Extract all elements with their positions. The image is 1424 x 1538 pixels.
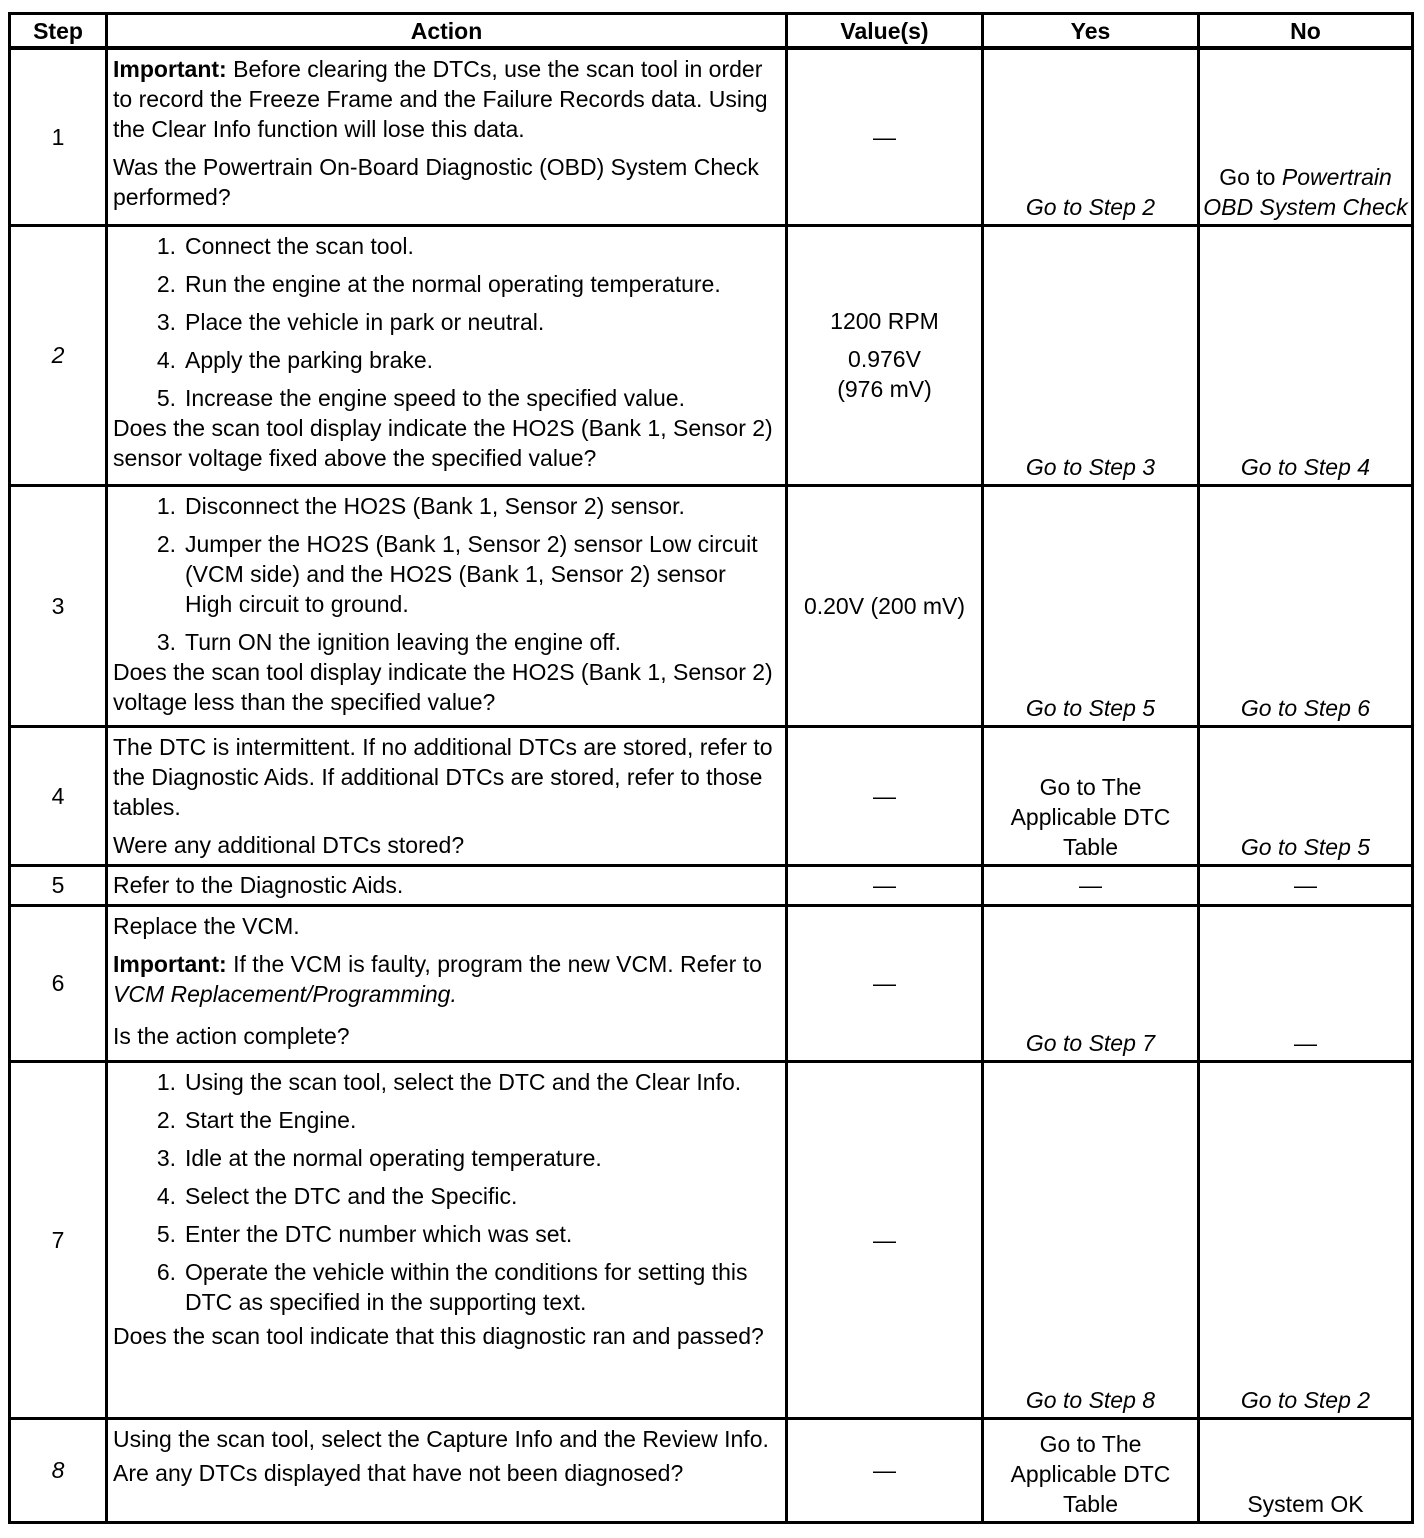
action-list xyxy=(113,1067,777,1317)
item-number: 5. xyxy=(156,384,176,411)
value-cell: — xyxy=(787,865,983,905)
action-text: Using the scan tool, select the Capture Info and the Review Info. xyxy=(113,1425,769,1452)
item-number: 6. xyxy=(156,1258,176,1285)
value-cell: — xyxy=(787,1418,983,1522)
list-item xyxy=(113,269,777,299)
header-step: Step xyxy=(10,14,107,49)
no-cell: System OK xyxy=(1199,1418,1413,1522)
item-text: Using the scan tool, select the DTC and the Clear Info. xyxy=(185,1068,742,1095)
no-cell: — xyxy=(1199,865,1413,905)
reference-link: VCM Replacement/Programming. xyxy=(113,980,457,1007)
table-row xyxy=(10,865,1413,905)
diagnostic-table xyxy=(8,12,1414,1524)
action-list xyxy=(113,491,777,657)
item-text: Jumper the HO2S (Bank 1, Sensor 2) sensor Low circuit (VCM side) and the HO2S (Bank 1, Sensor 2) sensor High circuit to ground. xyxy=(185,530,758,617)
table-row xyxy=(10,1418,1413,1522)
action-cell xyxy=(107,1418,787,1522)
step-number: 3 xyxy=(10,485,107,726)
important-text: Before clearing the DTCs, use the scan tool in order to record the Freeze Frame and the Failure Records data. Using the Clear Info function will lose this data. xyxy=(113,56,768,142)
table-row xyxy=(10,485,1413,726)
item-number: 3. xyxy=(156,308,176,335)
action-cell xyxy=(107,485,787,726)
header-row xyxy=(10,14,1413,49)
item-number: 1. xyxy=(156,492,176,519)
item-text: Run the engine at the normal operating temperature. xyxy=(185,270,721,297)
step-number: 2 xyxy=(10,225,107,485)
value-cell: — xyxy=(787,726,983,865)
question: Does the scan tool indicate that this diagnostic ran and passed? xyxy=(113,1322,764,1349)
question: Does the scan tool display indicate the HO2S (Bank 1, Sensor 2) voltage less than the specified value? xyxy=(113,658,773,715)
table-row xyxy=(10,48,1413,225)
list-item xyxy=(113,307,777,337)
item-number: 1. xyxy=(156,1068,176,1095)
list-item xyxy=(113,1181,777,1211)
important-note xyxy=(113,949,777,1009)
item-number: 2. xyxy=(156,1106,176,1133)
value-cell xyxy=(787,225,983,485)
no-cell: — xyxy=(1199,905,1413,1061)
yes-cell: Go to The Applicable DTC Table xyxy=(983,726,1199,865)
list-item xyxy=(113,491,777,521)
step-number: 7 xyxy=(10,1061,107,1418)
yes-cell: Go to Step 3 xyxy=(983,225,1199,485)
item-number: 2. xyxy=(156,530,176,557)
item-text: Apply the parking brake. xyxy=(185,346,434,373)
list-item xyxy=(113,345,777,375)
list-item xyxy=(113,627,777,657)
important-note xyxy=(113,54,777,144)
value-rpm: 1200 RPM xyxy=(830,308,939,334)
table-row xyxy=(10,225,1413,485)
important-label: Important: xyxy=(113,56,227,82)
yes-cell: — xyxy=(983,865,1199,905)
no-cell xyxy=(1199,48,1413,225)
no-link: Powertrain OBD System Check xyxy=(1203,163,1408,220)
action-cell xyxy=(107,905,787,1061)
item-text: Disconnect the HO2S (Bank 1, Sensor 2) sensor. xyxy=(185,492,685,519)
question: Are any DTCs displayed that have not been diagnosed? xyxy=(113,1459,684,1486)
header-action: Action xyxy=(107,14,787,49)
action-list xyxy=(113,231,777,413)
item-text: Place the vehicle in park or neutral. xyxy=(185,308,545,335)
header-yes: Yes xyxy=(983,14,1199,49)
table-row xyxy=(10,1061,1413,1418)
action-text: Refer to the Diagnostic Aids. xyxy=(107,865,787,905)
item-number: 3. xyxy=(156,628,176,655)
list-item xyxy=(113,529,777,619)
important-text: If the VCM is faulty, program the new VCM. Refer to xyxy=(233,950,762,977)
item-text: Increase the engine speed to the specified value. xyxy=(185,384,685,411)
list-item xyxy=(113,1067,777,1097)
table-row xyxy=(10,726,1413,865)
table-row xyxy=(10,905,1413,1061)
value-cell: — xyxy=(787,48,983,225)
value-voltage: 0.976V xyxy=(848,346,921,372)
no-cell: Go to Step 2 xyxy=(1199,1061,1413,1418)
item-text: Turn ON the ignition leaving the engine off. xyxy=(185,628,622,655)
action-text: The DTC is intermittent. If no additional DTCs are stored, refer to the Diagnostic Aids. If additional DTCs are stored, refer to those tables. xyxy=(113,733,773,820)
question: Were any additional DTCs stored? xyxy=(113,831,465,858)
yes-cell: Go to The Applicable DTC Table xyxy=(983,1418,1199,1522)
item-text: Idle at the normal operating temperature. xyxy=(185,1144,602,1171)
step-number: 8 xyxy=(10,1418,107,1522)
item-number: 4. xyxy=(156,346,176,373)
item-text: Enter the DTC number which was set. xyxy=(185,1220,573,1247)
list-item xyxy=(113,1257,777,1317)
item-text: Select the DTC and the Specific. xyxy=(185,1182,518,1209)
yes-cell: Go to Step 8 xyxy=(983,1061,1199,1418)
step-number: 1 xyxy=(10,48,107,225)
action-cell xyxy=(107,48,787,225)
question: Was the Powertrain On-Board Diagnostic (OBD) System Check performed? xyxy=(113,154,759,210)
item-text: Connect the scan tool. xyxy=(185,232,414,259)
action-cell xyxy=(107,726,787,865)
action-cell xyxy=(107,1061,787,1418)
item-text: Start the Engine. xyxy=(185,1106,357,1133)
item-number: 4. xyxy=(156,1182,176,1209)
action-cell xyxy=(107,225,787,485)
yes-cell: Go to Step 2 xyxy=(983,48,1199,225)
list-item xyxy=(113,1105,777,1135)
step-number: 4 xyxy=(10,726,107,865)
step-number: 5 xyxy=(10,865,107,905)
no-cell: Go to Step 6 xyxy=(1199,485,1413,726)
item-number: 1. xyxy=(156,232,176,259)
list-item xyxy=(113,231,777,261)
value-millivolts: (976 mV) xyxy=(837,376,932,402)
value-cell: — xyxy=(787,905,983,1061)
yes-cell: Go to Step 7 xyxy=(983,905,1199,1061)
yes-cell: Go to Step 5 xyxy=(983,485,1199,726)
no-cell: Go to Step 4 xyxy=(1199,225,1413,485)
no-cell: Go to Step 5 xyxy=(1199,726,1413,865)
item-number: 2. xyxy=(156,270,176,297)
action-text: Replace the VCM. xyxy=(113,912,300,939)
list-item xyxy=(113,1219,777,1249)
question: Does the scan tool display indicate the HO2S (Bank 1, Sensor 2) sensor voltage fixed above the specified value? xyxy=(113,414,773,471)
list-item xyxy=(113,1143,777,1173)
no-prefix: Go to xyxy=(1219,163,1276,190)
important-label: Important: xyxy=(113,950,227,977)
header-values: Value(s) xyxy=(787,14,983,49)
item-text: Operate the vehicle within the conditions for setting this DTC as specified in the supporting text. xyxy=(185,1258,748,1315)
value-cell: — xyxy=(787,1061,983,1418)
item-number: 3. xyxy=(156,1144,176,1171)
step-number: 6 xyxy=(10,905,107,1061)
item-number: 5. xyxy=(156,1220,176,1247)
question: Is the action complete? xyxy=(113,1022,350,1049)
list-item xyxy=(113,383,777,413)
value-cell: 0.20V (200 mV) xyxy=(787,485,983,726)
header-no: No xyxy=(1199,14,1413,49)
